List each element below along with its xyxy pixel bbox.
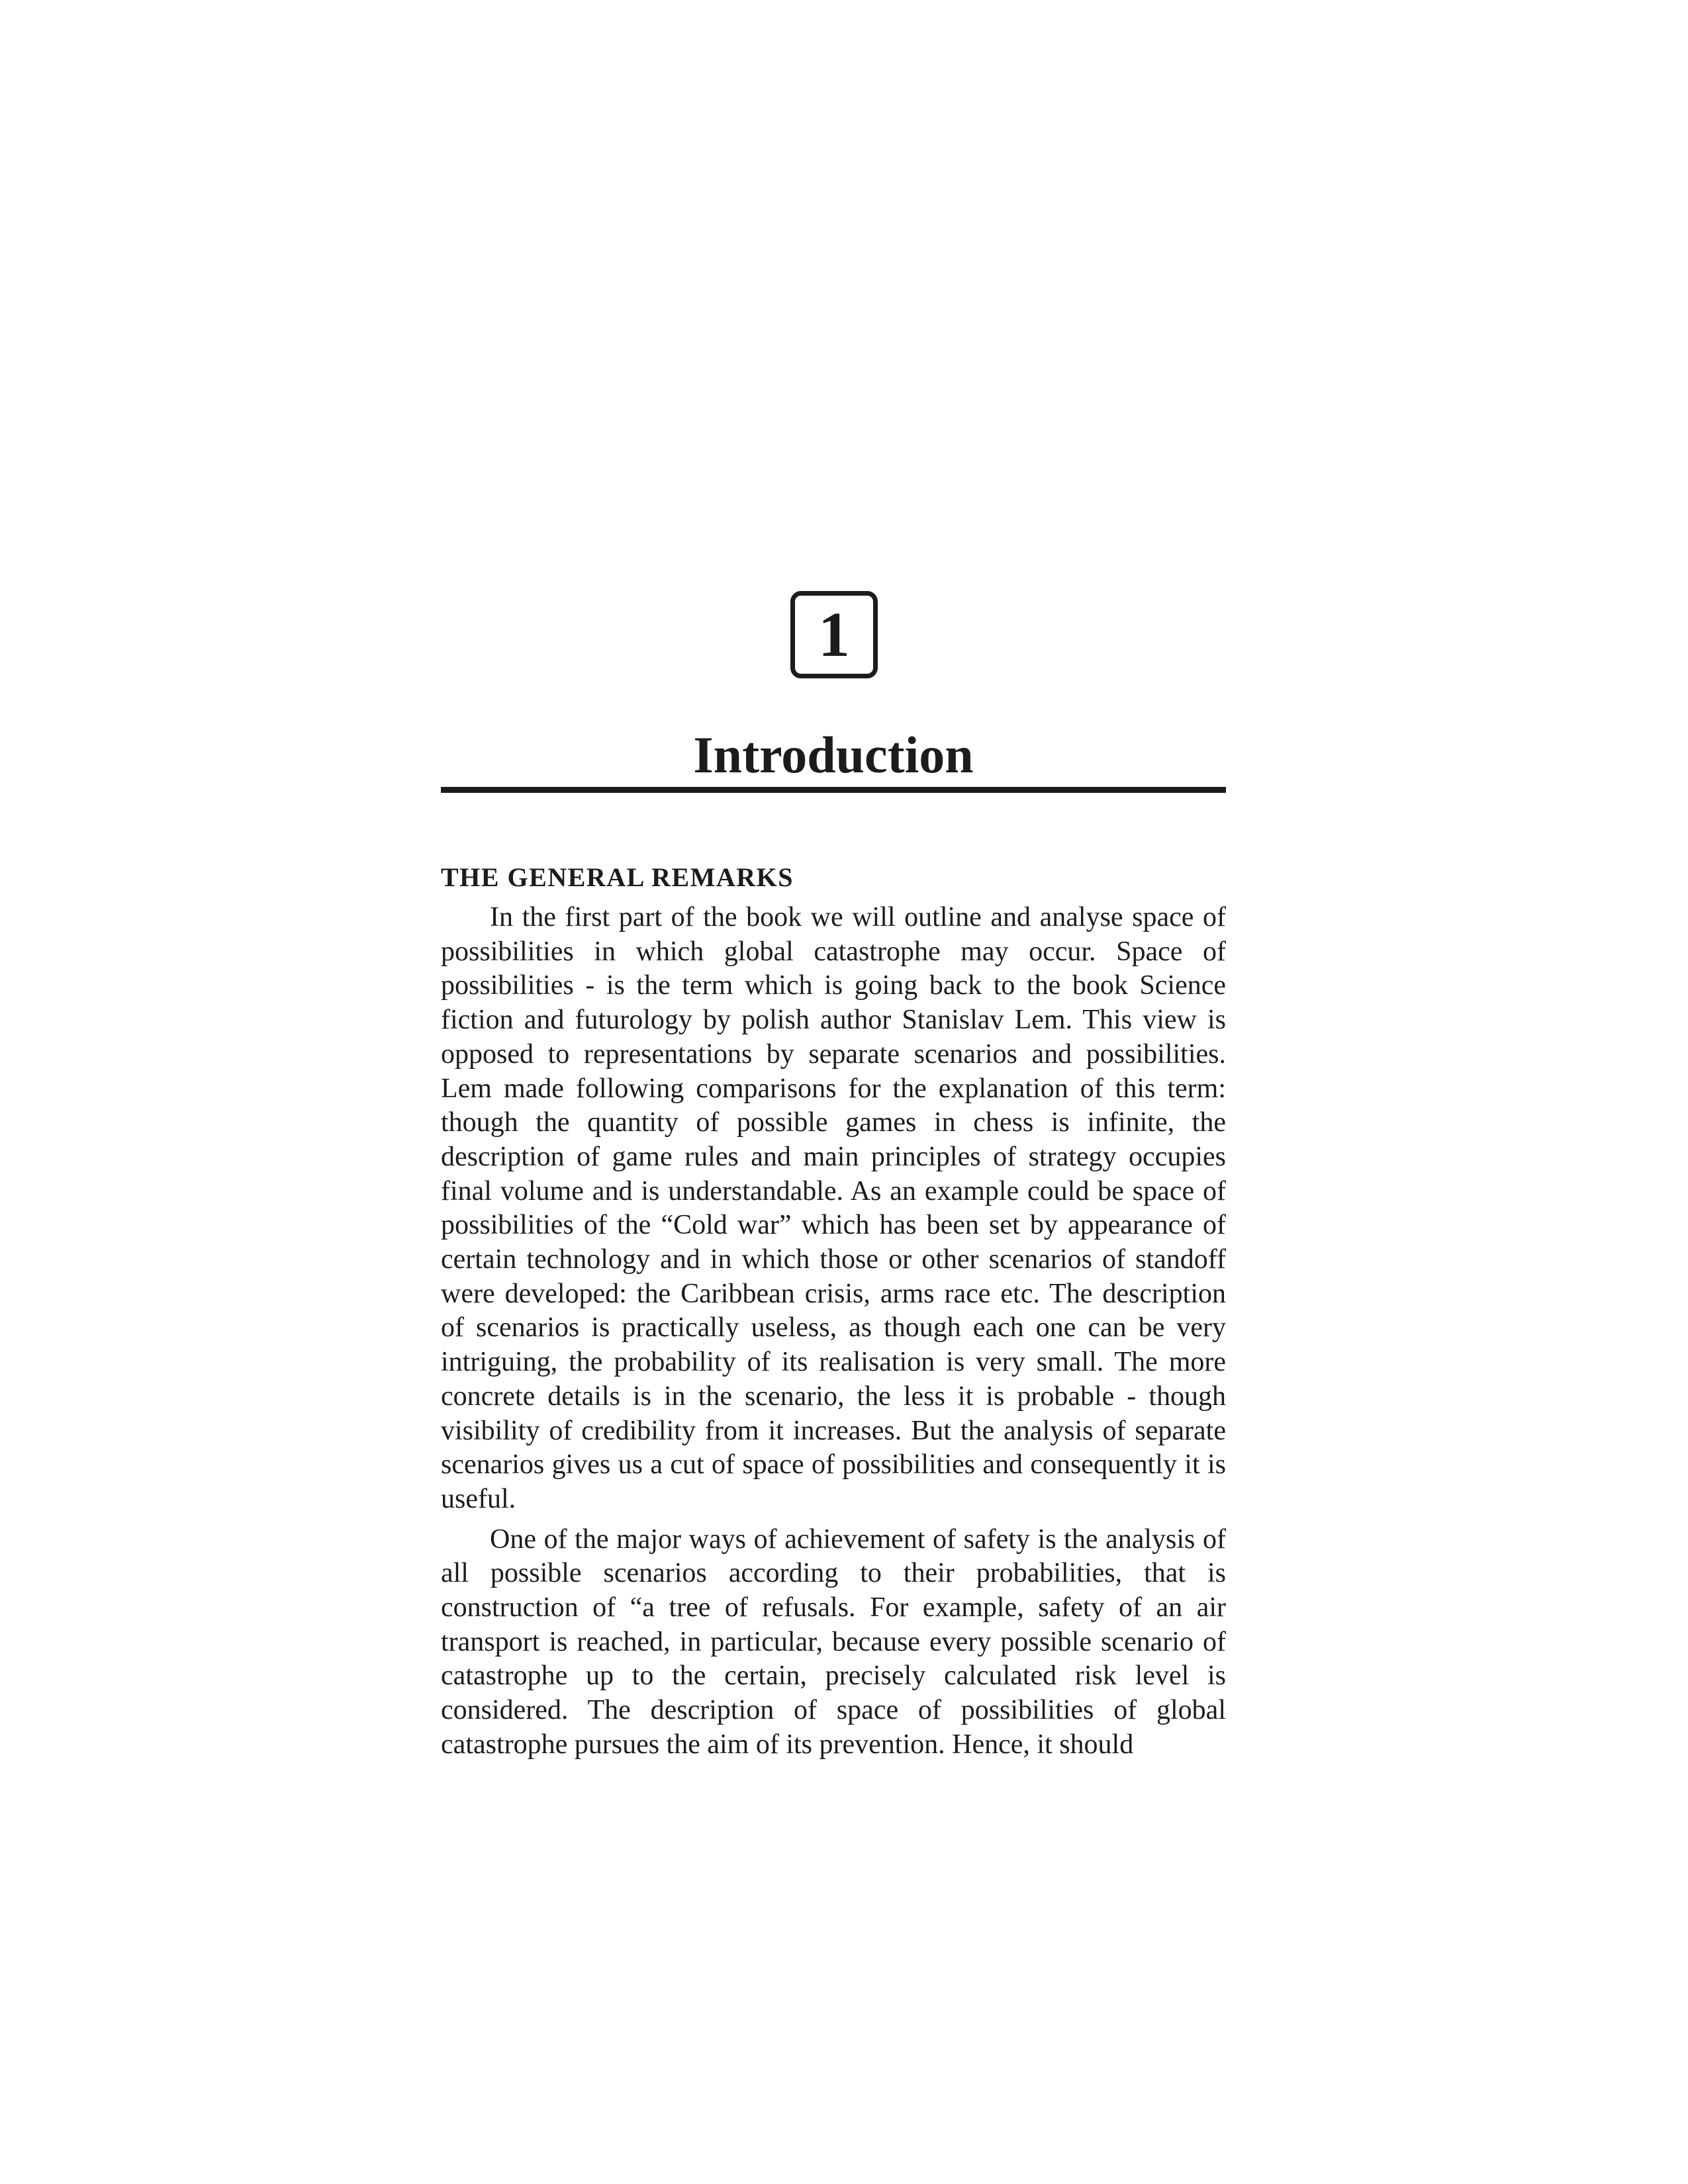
paragraph: One of the major ways of achievement of safety is the analysis of all possible scenarios according to their probabilities, that is construction of “a tree of refusals. For example, safety of an air transport is reached, in particular, because every possible scenario of catastrophe up to the certain, precisely calculated risk level is considered. The description of space of possibilities of global catastrophe pursues the aim of its prevention. Hence, it should (441, 1524, 1226, 1760)
chapter-title: Introduction (693, 726, 974, 784)
title-rule (441, 787, 1226, 793)
section-heading: THE GENERAL REMARKS (441, 862, 794, 892)
body-text (441, 901, 1226, 1768)
chapter-number-box (790, 591, 878, 678)
chapter-number: 1 (818, 599, 850, 670)
paragraph: In the first part of the book we will outline and analyse space of possibilities in which global catastrophe may occur. Space of possibilities - is the term which is going back to the book Science fiction and futurology by polish author Stanislav Lem. This view is opposed to representations by separate scenarios and possibilities. Lem made following comparisons for the explanation of this term: though the quantity of possible games in chess is infinite, the description of game rules and main principles of strategy occupies final volume and is understandable. As an example could be space of possibilities of the “Cold war” which has been set by appearance of certain technology and in which those or other scenarios of standoff were developed: the Caribbean crisis, arms race etc. The description of scenarios is practically useless, as though each one can be very intriguing, the probability of its realisation is very small. The more concrete details is in the scenario, the less it is probable - though visibility of credibility from it increases. But the analysis of separate scenarios gives us a cut of space of possibilities and consequently it is useful. (441, 902, 1226, 1514)
